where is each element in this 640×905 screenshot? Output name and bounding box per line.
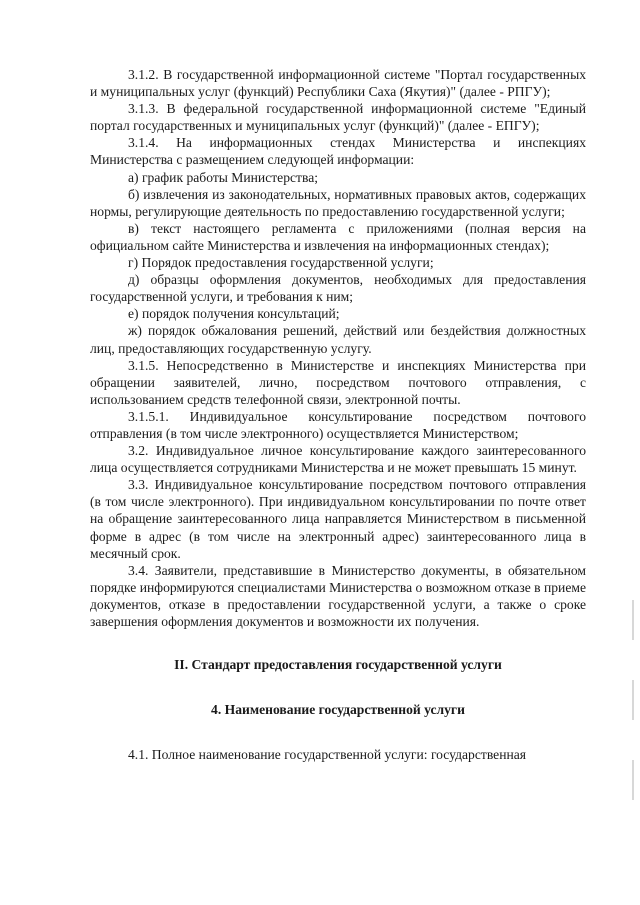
list-item-v: в) текст настоящего регламента с приложениями (полная версия на официальном сайте Министерства и извлечения на информационных стендах);	[90, 220, 586, 253]
paragraph-3-1-2: 3.1.2. В государственной информационной системе "Портал государственных и муниципальных услуг (функций) Республики Саха (Якутия)" (далее - РПГУ);	[90, 67, 586, 100]
scan-artifact	[632, 600, 634, 640]
list-item-g: г) Порядок предоставления государственной услуги;	[128, 255, 434, 271]
scan-artifact	[632, 680, 634, 720]
paragraph-3-1-4: 3.1.4. На информационных стендах Министерства и инспекциях Министерства с размещением следующей информации:	[90, 135, 586, 168]
paragraph-3-1-3: 3.1.3. В федеральной государственной информационной системе "Единый портал государственных и муниципальных услуг (функций)" (далее - ЕПГУ);	[90, 101, 586, 134]
list-item-b: б) извлечения из законодательных, нормативных правовых актов, содержащих нормы, регулирующие деятельность по предоставлению государственной услуги;	[90, 186, 586, 219]
list-item-e: е) порядок получения консультаций;	[128, 306, 340, 322]
list-item-d: д) образцы оформления документов, необходимых для предоставления государственной услуги, и требования к ним;	[90, 272, 586, 305]
paragraph-3-4: 3.4. Заявители, представившие в Министерство документы, в обязательном порядке информируются специалистами Министерства о возможном отказе в приеме документов, отказе в предоставлении государственной услуги, а также о сроке завершения оформления документов и возможности их получения.	[90, 562, 586, 629]
paragraph-3-2: 3.2. Индивидуальное личное консультирование каждого заинтересованного лица осуществляется сотрудниками Министерства и не может превышать 15 минут.	[90, 443, 586, 476]
scan-artifact	[632, 760, 634, 800]
subsection-heading: 4. Наименование государственной услуги	[211, 702, 465, 718]
list-item-zh: ж) порядок обжалования решений, действий или бездействия должностных лиц, предоставляющих государственную услугу.	[90, 323, 586, 356]
paragraph-4-1: 4.1. Полное наименование государственной услуги: государственная	[128, 747, 527, 763]
paragraph-3-1-5-1: 3.1.5.1. Индивидуальное консультирование посредством почтового отправления (в том числе электронного) осуществляется Министерством;	[90, 408, 586, 441]
list-item-a: а) график работы Министерства;	[128, 169, 319, 185]
paragraph-3-3: 3.3. Индивидуальное консультирование посредством почтового отправления (в том числе электронного). При индивидуальном консультировании по почте ответ на обращение заинтересованного лица направляется Министерством в письменной форме в адрес (в том числе на электронный адрес) заинтересованного лица в месячный срок.	[90, 477, 586, 561]
document-body	[90, 66, 586, 763]
paragraph-3-1-5: 3.1.5. Непосредственно в Министерстве и инспекциях Министерства при обращении заявителей, лично, посредством почтового отправления, с использованием средств телефонной связи, электронной почты.	[90, 357, 586, 407]
section-heading: II. Стандарт предоставления государственной услуги	[174, 657, 502, 673]
